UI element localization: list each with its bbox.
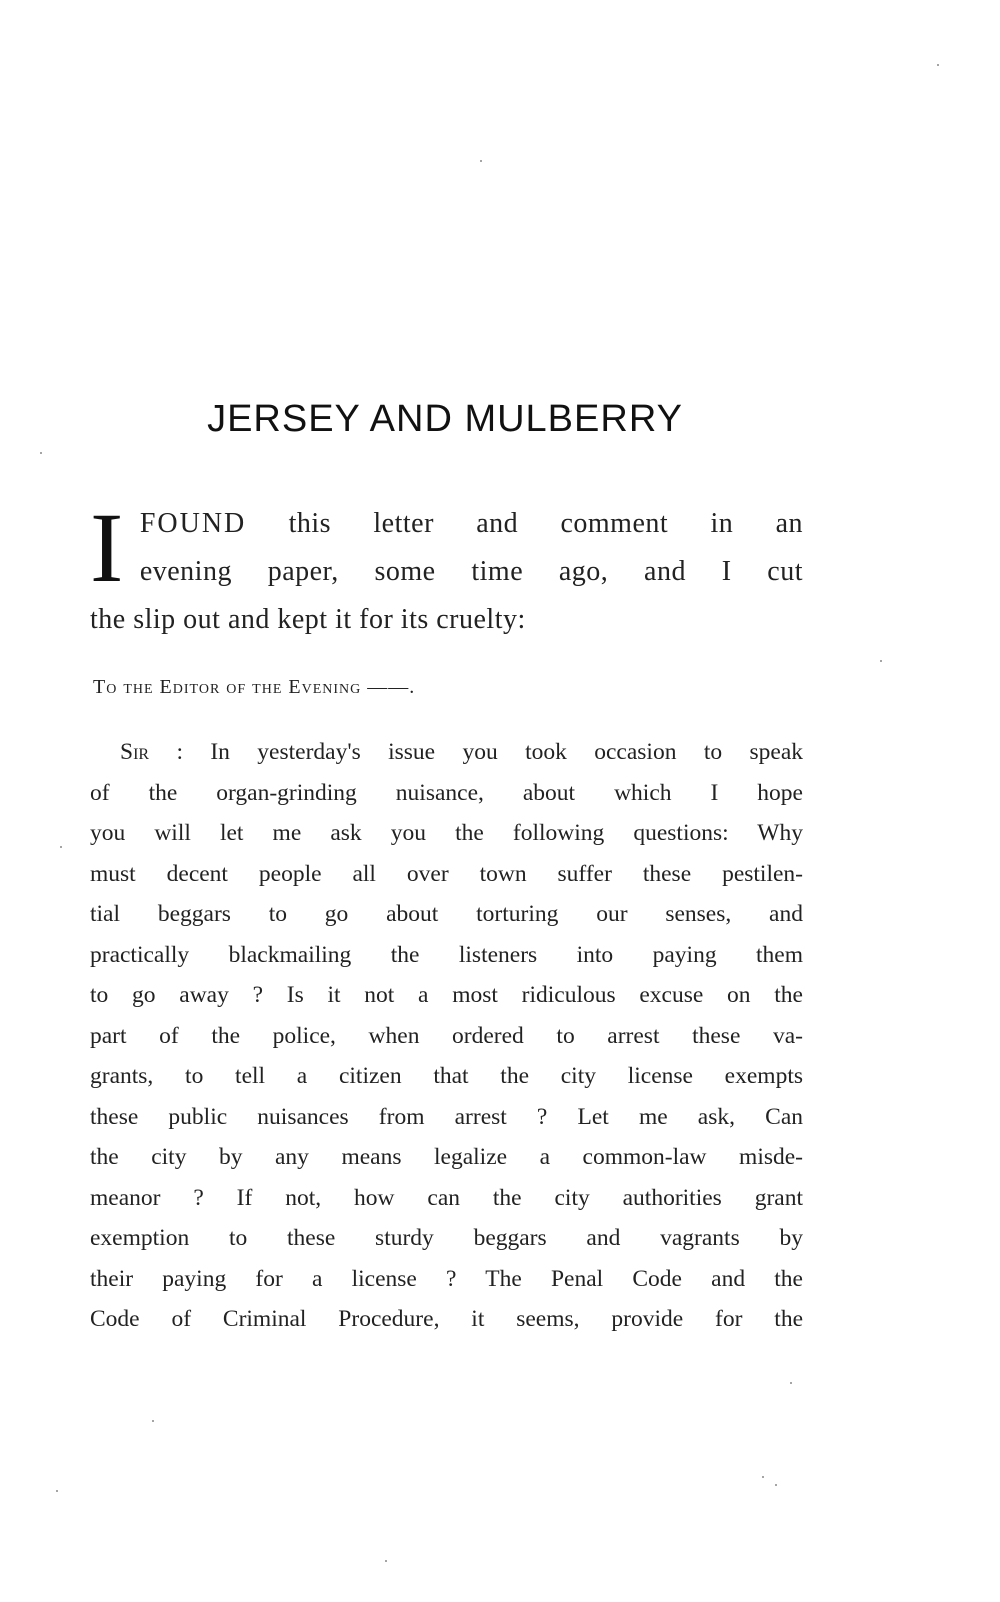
letter-line: Code of Criminal Procedure, it seems, provide for the bbox=[90, 1306, 803, 1332]
scan-speck bbox=[762, 1476, 764, 1478]
letter-line: to go away ? Is it not a most ridiculous excuse on the bbox=[90, 982, 803, 1008]
letter-line: meanor ? If not, how can the city authorities grant bbox=[90, 1184, 803, 1211]
salutation: Sir bbox=[120, 739, 150, 765]
letter-line: practically blackmailing the listeners into paying them bbox=[90, 941, 803, 968]
intro-line bbox=[90, 500, 803, 548]
letter-body bbox=[90, 732, 803, 1340]
letter-line bbox=[90, 732, 803, 773]
letter-line: their paying for a license ? The Penal Code and the bbox=[90, 1265, 803, 1292]
letter-heading: To the Editor of the Evening ——. bbox=[93, 676, 416, 698]
letter-line: of the organ-grinding nuisance, about which I hope bbox=[90, 779, 803, 806]
scan-speck bbox=[40, 452, 42, 454]
intro-paragraph bbox=[90, 492, 803, 644]
scan-speck bbox=[880, 660, 882, 662]
scan-speck bbox=[480, 160, 482, 162]
letter-line: exemption to these sturdy beggars and vagrants by bbox=[90, 1225, 803, 1251]
scan-speck bbox=[790, 1382, 792, 1384]
scan-speck bbox=[152, 1420, 154, 1422]
intro-line: evening paper, some time ago, and I cut bbox=[139, 556, 803, 587]
letter-line-1-rest: : In yesterday's issue you took occasion to speak bbox=[176, 739, 803, 765]
scan-speck bbox=[385, 1560, 387, 1562]
letter-line: grants, to tell a citizen that the city license exempts bbox=[90, 1063, 803, 1089]
scan-speck bbox=[937, 64, 939, 66]
intro-lead-word: FOUND bbox=[139, 508, 247, 539]
letter-line: these public nuisances from arrest ? Let me ask, Can bbox=[90, 1103, 803, 1130]
scan-speck bbox=[56, 1490, 58, 1492]
intro-line-1-rest: this letter and comment in an bbox=[288, 508, 803, 539]
letter-line: the city by any means legalize a common-law misde- bbox=[90, 1144, 803, 1170]
letter-line: tial beggars to go about torturing our senses, and bbox=[90, 901, 803, 927]
intro-line: the slip out and kept it for its cruelty: bbox=[90, 604, 526, 635]
letter-line: you will let me ask you the following questions: Why bbox=[90, 820, 803, 846]
chapter-title: JERSEY AND MULBERRY bbox=[207, 398, 683, 440]
letter-line: part of the police, when ordered to arrest these va- bbox=[90, 1022, 803, 1049]
drop-cap: I bbox=[90, 492, 124, 603]
scan-speck bbox=[775, 1484, 777, 1486]
scan-speck bbox=[60, 846, 62, 848]
letter-line: must decent people all over town suffer these pestilen- bbox=[90, 860, 803, 887]
